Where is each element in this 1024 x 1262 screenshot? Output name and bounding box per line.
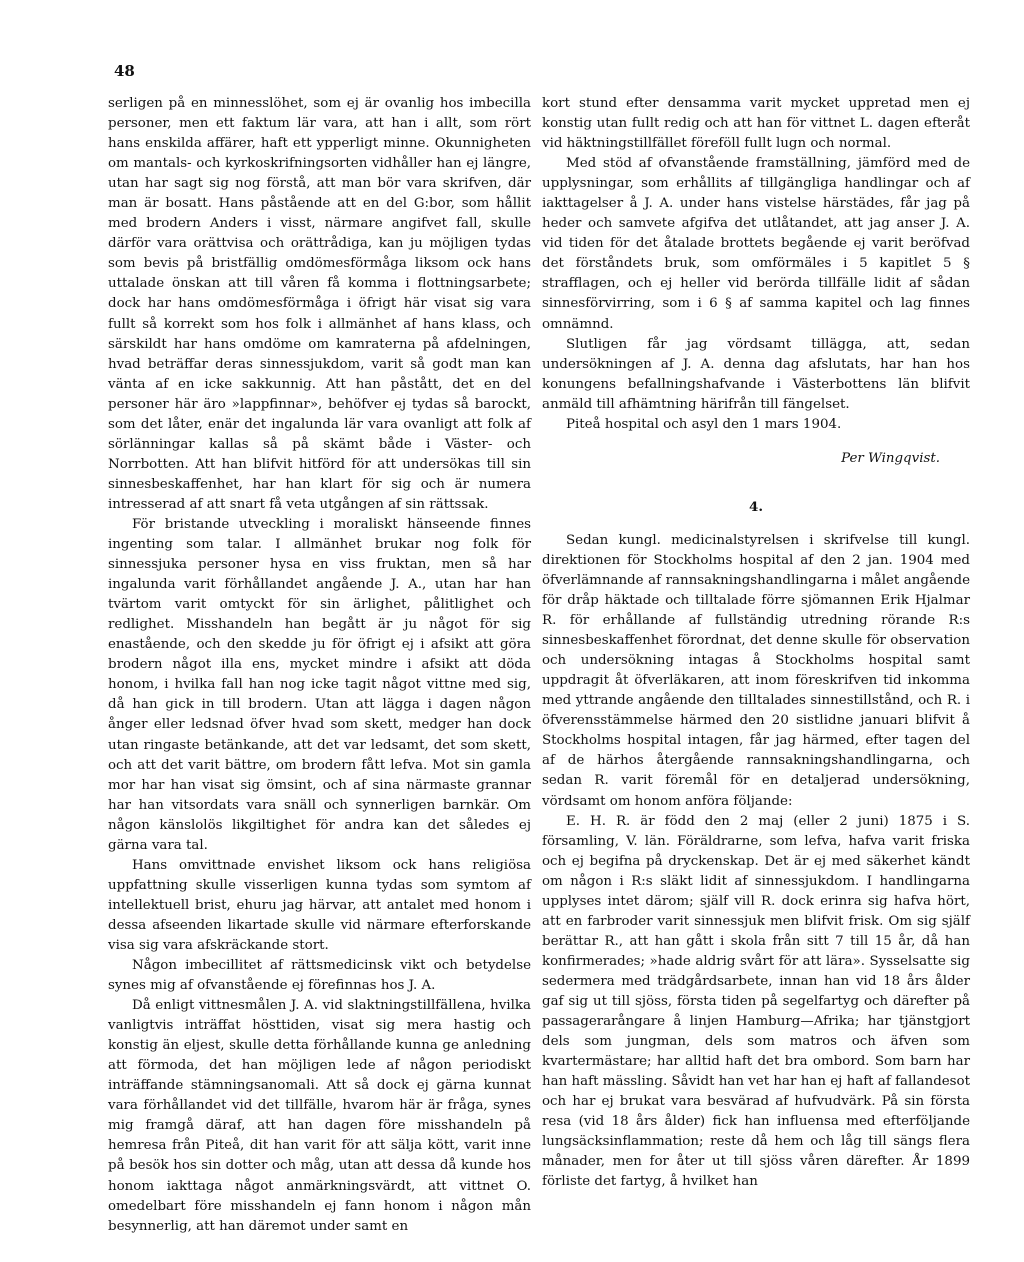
paragraph: Hans omvittnade envishet liksom ock hans religiösa uppfattning skulle visserligen kunna tydas som symtom af intellektuell brist, ehuru jag härvar, att antalet med honom i dessa afseenden likartade skulle vid närmare efterforskande visa sig vara afskräckande stort. <box>108 857 531 953</box>
section-number: 4. <box>749 498 763 515</box>
paragraph: serligen på en minnesslöhet, som ej är ovanlig hos imbecilla personer, men ett faktum lär vara, att han i allt, som rört hans enskilda affärer, haft ett ypperligt minne. Okunnigheten om mantals- och kyrkoskrifningsorten vidhåller han ej längre, utan har sagt sig nog förstå, att man bör vara skrifven, där man är bosatt. Hans påstående att en del G:bor, som hållit med brodern Anders i visst, närmare angifvet fall, skulle därför vara orättvisa och orättrådiga, kan ju möjligen tydas som bevis på bristfällig omdömesförmåga liksom ock hans uttalade önskan att till våren få komma i flottningsarbete; dock har hans omdömesförmåga i öfrigt här visat sig vara fullt så korrekt som hos folk i allmänhet af hans klass, och särskildt har hans omdöme om kamraterna på afdelningen, hvad beträffar deras sinnessjukdom, varit så godt man kan vänta af en icke sakkunnig. Att han påstått, det en del personer här äro »lappfinnar», behöfver ej tydas så barockt, som det låter, enär det ingalunda lär vara ovanligt att folk af sörlänningar kallas så på skämt både i Väster- och Norrbotten. Att han blifvit hitförd för att undersökas till sin sinnesbeskaffenhet, har han klart för sig och är numera intresserad af att snart få veta utgången af sin rättssak. <box>108 96 531 512</box>
paragraph: E. H. R. är född den 2 maj (eller 2 juni) 1875 i S. församling, V. län. Föräldrarne, som lefva, hafva varit friska och ej begifna på dryckenskap. Det är ej med säkerhet kändt om någon i R:s släkt lidit af sinnessjukdom. I handlingarna upplyses intet därom; själf vill R. dock erinra sig hafva hört, att en farbroder varit sinnessjuk men blifvit frisk. Om sig själf berättar R., att han gått i skola från sitt 7 till 15 år, då han konfirmerades; »hade aldrig svårt för att lära». Sysselsatte sig sedermera med trädgårdsarbete, innan han vid 18 års ålder gaf sig ut till sjöss, första tiden på segelfartyg och därefter på passagerarångare å linjen Hamburg—Afrika; har tjänstgjort dels som jungman, dels som matros och äfven som kvartermästare; har alltid haft det bra ombord. Som barn har han haft mässling. Såvidt han vet har han ej haft af fallandesot och har ej brukat vara besvärad af hufvudvärk. På sin första resa (vid 18 års ålder) fick han influensa med efterföljande lungsäcksinflammation; reste då hem och låg till sängs flera månader, men for åter ut till sjöss våren därefter. År 1899 förliste det fartyg, å hvilket han <box>542 813 970 1190</box>
paragraph: Någon imbecillitet af rättsmedicinsk vikt och betydelse synes mig af ofvanstående ej förefinnas hos J. A. <box>108 958 531 994</box>
paragraph: Då enligt vittnesmålen J. A. vid slaktningstillfällena, hvilka vanligtvis inträffat hösttiden, visat sig mera hastig och konstig än eljest, skulle detta förhållande kunna ge anledning att förmoda, det han möjligen lede af någon periodiskt inträffande stämningsanomali. Att så dock ej gärna kunnat vara förhållandet vid det tillfälle, hvarom här är fråga, synes mig framgå däraf, att han dagen före misshandeln på hemresa från Piteå, dit han varit för att sälja kött, varit inne på besök hos sin dotter och måg, utan att dessa då kunde hos honom iakttaga något anmärkningsvärdt, att vittnet O. omedelbart före misshandeln ej fann honom i någon mån besynnerlig, att han däremot under samt en <box>108 998 531 1234</box>
paragraph: Piteå hospital och asyl den 1 mars 1904. <box>566 416 842 432</box>
signature: Per Wingqvist. <box>841 450 940 466</box>
paragraph: Sedan kungl. medicinalstyrelsen i skrifvelse till kungl. direktionen för Stockholms hospital af den 2 jan. 1904 med öfverlämnande af rannsakningshandlingarna i målet angående för dråp häktade och tilltalade förre sjömannen Erik Hjalmar R. för erhållande af fullständig utredning rörande R:s sinnesbeskaffenhet förordnat, det denne skulle för observation och undersökning intagas å Stockholms hospital samt uppdragit åt öfverläkaren, att inom föreskrifven tid inkomma med yttrande angående den tilltalades sinnestillstånd, och R. i öfverensstämmelse härmed den 20 sistlidne januari blifvit å Stockholms hospital intagen, får jag härmed, efter tagen del af de härhos återgående rannsakningshandlingarna, och sedan R. varit föremål för en detaljerad undersökning, vördsamt om honom anföra följande: <box>542 532 970 809</box>
left-column <box>108 94 531 1237</box>
paragraph: För bristande utveckling i moraliskt hänseende finnes ingenting som talar. I allmänhet brukar nog folk för sinnessjuka personer hysa en viss fruktan, men så har ingalunda varit förhållandet angående J. A., utan har han tvärtom varit omtyckt för sin ärlighet, pålitlighet och redlighet. Misshandeln han begått är ju något för sig enastående, och den skedde ju för öfrigt ej i afsikt att göra brodern något illa ens, mycket mindre i afsikt att döda honom, i hvilka fall han nog icke tagit något vittne med sig, då han gick in till brodern. Utan att lägga i dagen någon ånger eller ledsnad öfver hvad som skett, medger han dock utan ringaste betänkande, att det var ledsamt, det som skett, och att det varit bättre, om brodern fått lefva. Mot sin gamla mor har han visat sig ömsint, och af sina närmaste grannar har han vitsordats vara snäll och synnerligen barnkär. Om någon känslolös likgiltighet för andra kan det således ej gärna vara tal. <box>108 516 531 853</box>
paragraph: Slutligen får jag vördsamt tillägga, att, sedan undersökningen af J. A. denna dag afslutats, har han hos konungens befallningshafvande i Västerbottens län blifvit anmäld till afhämtning härifrån till fängelset. <box>542 336 970 412</box>
paragraph: Med stöd af ofvanstående framställning, jämförd med de upplysningar, som erhållits af tillgängliga handlingar och af iakttagelser å J. A. under hans vistelse härstädes, får jag på heder och samvete afgifva det utlåtandet, att jag anser J. A. vid tiden för det åtalade brottets begående ej varit beröfvad det förståndets bruk, som omförmäles i 5 kapitlet 5 § strafflagen, och ej heller vid berörda tillfälle lidit af sådan sinnesförvirring, som i 6 § af samma kapitel och lag finnes omnämnd. <box>542 156 970 332</box>
page-number: 48 <box>114 62 135 80</box>
paragraph: kort stund efter densamma varit mycket uppretad men ej konstig utan fullt redig och att han för vittnet L. dagen efteråt vid häktningstillfället föreföll fullt lugn och normal. <box>542 96 970 152</box>
right-column <box>542 94 970 1192</box>
